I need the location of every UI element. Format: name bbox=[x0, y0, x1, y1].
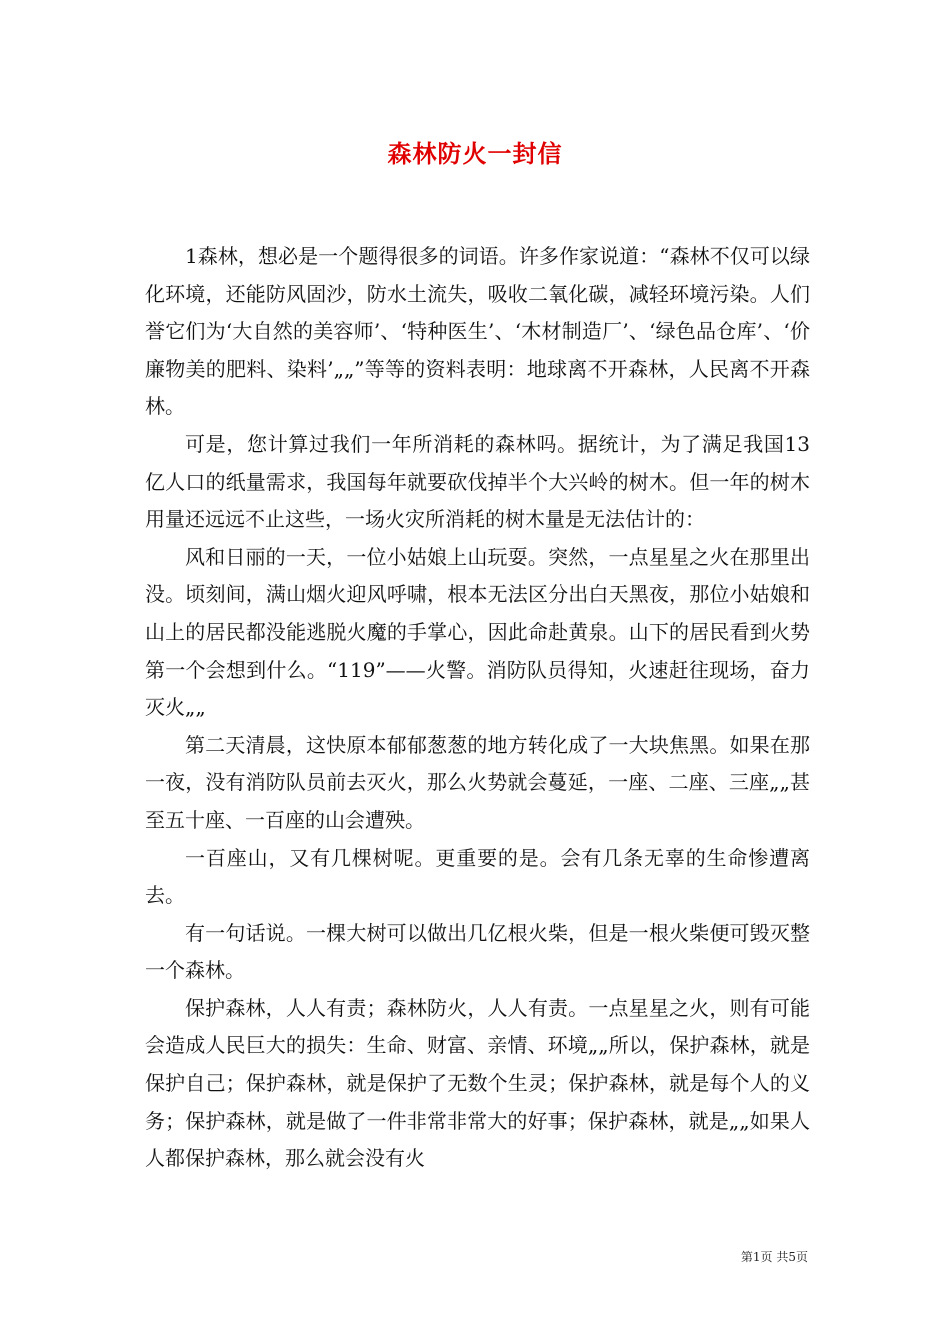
document-title: 森林防火一封信 bbox=[387, 140, 563, 168]
paragraph: 一百座山，又有几棵树呢。更重要的是。会有几条无辜的生命惨遭离去。 bbox=[145, 845, 810, 908]
document-body bbox=[145, 238, 810, 1178]
paragraph: 风和日丽的一天，一位小姑娘上山玩耍。突然，一点星星之火在那里出没。顷刻间，满山烟火迎风呼啸，根本无法区分出白天黑夜，那位小姑娘和山上的居民都没能逃脱火魔的手掌心，因此命赴黄泉。山下的居民看到火势第一个会想到什么。“119”——火警。消防队员得知，火速赶往现场，奋力灭火„„ bbox=[145, 544, 810, 720]
paragraph: 1森林，想必是一个题得很多的词语。许多作家说道：“森林不仅可以绿化环境，还能防风固沙，防水土流失，吸收二氧化碳，减轻环境污染。人们誉它们为‘大自然的美容师’、‘特种医生’、‘木材制造厂’、‘绿色品仓库’、‘价廉物美的肥料、染料’„„”等等的资料表明：地球离不开森林，人民离不开森林。 bbox=[145, 244, 810, 419]
paragraph: 有一句话说。一棵大树可以做出几亿根火柴，但是一根火柴便可毁灭整一个森林。 bbox=[145, 920, 810, 983]
paragraph: 第二天清晨，这快原本郁郁葱葱的地方转化成了一大块焦黑。如果在那一夜，没有消防队员前去灭火，那么火势就会蔓延，一座、二座、三座„„甚至五十座、一百座的山会遭殃。 bbox=[145, 732, 810, 832]
paragraph: 保护森林，人人有责；森林防火，人人有责。一点星星之火，则有可能会造成人民巨大的损失：生命、财富、亲情、环境„„所以，保护森林，就是保护自己；保护森林，就是保护了无数个生灵；保护森林，就是每个人的义务；保护森林，就是做了一件非常非常大的好事；保护森林，就是„„如果人人都保护森林，那么就会没有火 bbox=[145, 995, 810, 1171]
paragraph: 可是，您计算过我们一年所消耗的森林吗。据统计，为了满足我国13亿人口的纸量需求，我国每年就要砍伐掉半个大兴岭的树木。但一年的树木用量还远远不止这些，一场火灾所消耗的树木量是无法估计的： bbox=[145, 431, 810, 532]
page-number: 第1页 共5页 bbox=[740, 1250, 808, 1264]
